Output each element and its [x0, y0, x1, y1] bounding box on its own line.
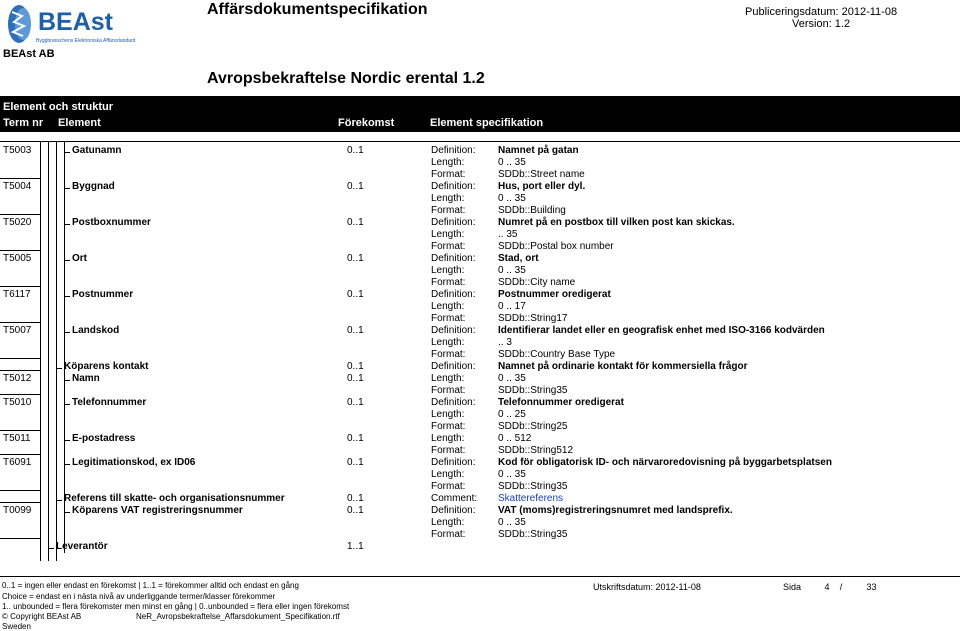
spec-value: Postnummer oredigerat — [498, 289, 611, 300]
spec-label: Length: — [431, 157, 465, 168]
spec-value: SDDb::String25 — [498, 421, 568, 432]
occurrence: 0..1 — [347, 325, 364, 336]
element-name: Landskod — [72, 325, 120, 336]
occurrence: 0..1 — [347, 361, 364, 372]
beast-logo — [4, 2, 139, 46]
column-term-nr: Term nr — [3, 117, 44, 129]
spec-value: 0 .. 512 — [498, 433, 532, 444]
element-name: Namn — [72, 373, 100, 384]
tree-line-level3 — [64, 141, 65, 553]
spec-value: 0 .. 35 — [498, 265, 526, 276]
spec-label: Format: — [431, 241, 466, 252]
table-top-rule — [0, 141, 960, 142]
row-separator — [0, 178, 40, 179]
spec-label: Length: — [431, 229, 465, 240]
element-name: Köparens VAT registreringsnummer — [72, 505, 243, 516]
spec-label: Format: — [431, 313, 466, 324]
spec-value: SDDb::Postal box number — [498, 241, 614, 252]
spec-label: Format: — [431, 385, 466, 396]
spec-label: Length: — [431, 469, 465, 480]
footer-page-number: 4 — [824, 582, 830, 592]
spec-value: SDDb::String512 — [498, 445, 574, 456]
spec-label: Length: — [431, 337, 465, 348]
spec-value: 0 .. 35 — [498, 193, 526, 204]
occurrence: 1..1 — [347, 541, 364, 552]
footer-copyright: © Copyright BEAst AB — [2, 612, 82, 621]
spec-label: Length: — [431, 265, 465, 276]
spec-label: Definition: — [431, 289, 476, 300]
spec-label: Definition: — [431, 325, 476, 336]
element-name: Legitimationskod, ex ID06 — [72, 457, 196, 468]
spec-label: Comment: — [431, 493, 478, 504]
spec-value: SDDb::Country Base Type — [498, 349, 616, 360]
publication-date: Publiceringsdatum: 2012-11-08 — [745, 6, 898, 18]
element-name: E-postadress — [72, 433, 136, 444]
spec-value: Identifierar landet eller en geografisk enhet med ISO-3166 kodvärden — [498, 325, 825, 336]
spec-value: Hus, port eller dyl. — [498, 181, 586, 192]
term-number: T5020 — [3, 217, 32, 228]
logo-tagline: Byggbranschens Elektroniska Affärsstandard — [36, 38, 136, 44]
spec-value: Skattereferens — [498, 493, 564, 504]
spec-value: 0 .. 35 — [498, 157, 526, 168]
spec-value: SDDb::City name — [498, 277, 576, 288]
row-separator — [0, 490, 40, 491]
spec-label: Length: — [431, 193, 465, 204]
column-element-specification: Element specifikation — [430, 117, 544, 129]
term-number: T6117 — [3, 289, 31, 300]
spec-value: 0 .. 17 — [498, 301, 526, 312]
footer-rule — [0, 576, 960, 577]
logo-graphic — [4, 2, 139, 46]
spec-value: SDDb::Street name — [498, 169, 585, 180]
spec-value: SDDb::String17 — [498, 313, 568, 324]
spec-value: Numret på en postbox till vilken post kan skickas. — [498, 217, 735, 228]
version: Version: 1.2 — [792, 18, 851, 30]
footer-legend-line3: 1.. unbounded = flera förekomster men minst en gång | 0..unbounded = flera eller ingen förekomst — [2, 602, 350, 611]
column-element: Element — [58, 117, 101, 129]
row-separator — [0, 454, 40, 455]
row-separator — [0, 430, 40, 431]
element-name: Gatunamn — [72, 145, 122, 156]
tree-line-level2 — [56, 141, 57, 561]
company-name: BEAst AB — [3, 48, 55, 60]
spec-value: SDDb::String35 — [498, 481, 568, 492]
spec-label: Length: — [431, 301, 465, 312]
footer-legend-line2: Choice = endast en i nästa nivå av underliggande termer/klasser förekommer — [2, 592, 276, 601]
term-number: T5012 — [3, 373, 32, 384]
row-separator — [0, 358, 40, 359]
element-name: Ort — [72, 253, 87, 264]
occurrence: 0..1 — [347, 181, 364, 192]
spec-label: Format: — [431, 445, 466, 456]
spec-label: Definition: — [431, 457, 476, 468]
element-name: Postnummer — [72, 289, 134, 300]
occurrence: 0..1 — [347, 253, 364, 264]
spec-label: Definition: — [431, 505, 476, 516]
row-separator — [0, 370, 40, 371]
term-number: T5010 — [3, 397, 32, 408]
spec-label: Definition: — [431, 361, 476, 372]
occurrence: 0..1 — [347, 145, 364, 156]
row-separator — [0, 322, 40, 323]
element-name: Referens till skatte- och organisationsnummer — [64, 493, 285, 504]
spec-value: SDDb::String35 — [498, 385, 568, 396]
row-separator — [0, 502, 40, 503]
occurrence: 0..1 — [347, 505, 364, 516]
row-separator — [0, 538, 40, 539]
spec-label: Format: — [431, 205, 466, 216]
spec-label: Format: — [431, 169, 466, 180]
table-header-title: Element och struktur — [3, 101, 114, 113]
spec-value: Stad, ort — [498, 253, 539, 264]
spec-label: Definition: — [431, 253, 476, 264]
occurrence: 0..1 — [347, 397, 364, 408]
spec-value: VAT (moms)registreringsnumret med landsprefix. — [498, 505, 733, 516]
element-name: Leverantör — [56, 541, 108, 552]
spec-label: Length: — [431, 373, 465, 384]
spec-value: Namnet på ordinarie kontakt för kommersiella frågor — [498, 361, 748, 372]
footer-page-label: Sida — [783, 582, 802, 592]
occurrence: 0..1 — [347, 457, 364, 468]
spec-label: Definition: — [431, 145, 476, 156]
term-number: T5011 — [3, 433, 31, 444]
row-separator — [0, 214, 40, 215]
footer-filename: NeR_Avropsbekraftelse_Affarsdokument_Specifikation.rtf — [136, 612, 340, 621]
spec-label: Definition: — [431, 181, 476, 192]
spec-value: 0 .. 25 — [498, 409, 526, 420]
occurrence: 0..1 — [347, 493, 364, 504]
spec-value: .. 35 — [498, 229, 518, 240]
spec-label: Length: — [431, 409, 465, 420]
spec-value: Namnet på gatan — [498, 145, 579, 156]
document-subtitle: Avropsbekraftelse Nordic erental 1.2 — [207, 70, 485, 87]
spec-label: Definition: — [431, 397, 476, 408]
term-number: T5003 — [3, 145, 32, 156]
occurrence: 0..1 — [347, 433, 364, 444]
spec-label: Format: — [431, 349, 466, 360]
footer-page-total: 33 — [866, 582, 877, 592]
tree-line-level0 — [40, 141, 41, 561]
tree-line-level1 — [48, 141, 49, 561]
spec-label: Length: — [431, 517, 465, 528]
element-name: Köparens kontakt — [64, 361, 149, 372]
spec-value: Kod för obligatorisk ID- och närvaroredovisning på byggarbetsplatsen — [498, 457, 832, 468]
spec-label: Format: — [431, 529, 466, 540]
term-number: T0099 — [3, 505, 32, 516]
logo-text: BEAst — [38, 8, 114, 36]
spec-value: Telefonnummer oredigerat — [498, 397, 624, 408]
occurrence: 0..1 — [347, 217, 364, 228]
footer-legend-line1: 0..1 = ingen eller endast en förekomst | 1..1 = förekommer alltid och endast en gång — [2, 581, 299, 590]
spec-value: SDDb::String35 — [498, 529, 568, 540]
row-separator — [0, 394, 40, 395]
element-name: Postboxnummer — [72, 217, 151, 228]
footer-page-indicator — [783, 582, 877, 592]
occurrence: 0..1 — [347, 289, 364, 300]
spec-value: 0 .. 35 — [498, 469, 526, 480]
spec-value: 0 .. 35 — [498, 373, 526, 384]
occurrence: 0..1 — [347, 373, 364, 384]
document-title: Affärsdokumentspecifikation — [207, 1, 428, 18]
row-separator — [0, 286, 40, 287]
term-number: T5007 — [3, 325, 32, 336]
column-forekomst: Förekomst — [338, 117, 395, 129]
spec-value: 0 .. 35 — [498, 517, 526, 528]
footer-country: Sweden — [2, 622, 31, 631]
spec-label: Format: — [431, 277, 466, 288]
spec-label: Format: — [431, 421, 466, 432]
term-number: T5004 — [3, 181, 32, 192]
spec-value: SDDb::Building — [498, 205, 566, 216]
spec-label: Length: — [431, 433, 465, 444]
spec-label: Definition: — [431, 217, 476, 228]
spec-label: Format: — [431, 481, 466, 492]
term-number: T6091 — [3, 457, 32, 468]
term-number: T5005 — [3, 253, 32, 264]
footer-print-date: Utskriftsdatum: 2012-11-08 — [593, 582, 701, 592]
element-name: Telefonnummer — [72, 397, 147, 408]
row-separator — [0, 250, 40, 251]
spec-value: .. 3 — [498, 337, 512, 348]
element-name: Byggnad — [72, 181, 115, 192]
footer-page-separator: / — [839, 582, 843, 592]
